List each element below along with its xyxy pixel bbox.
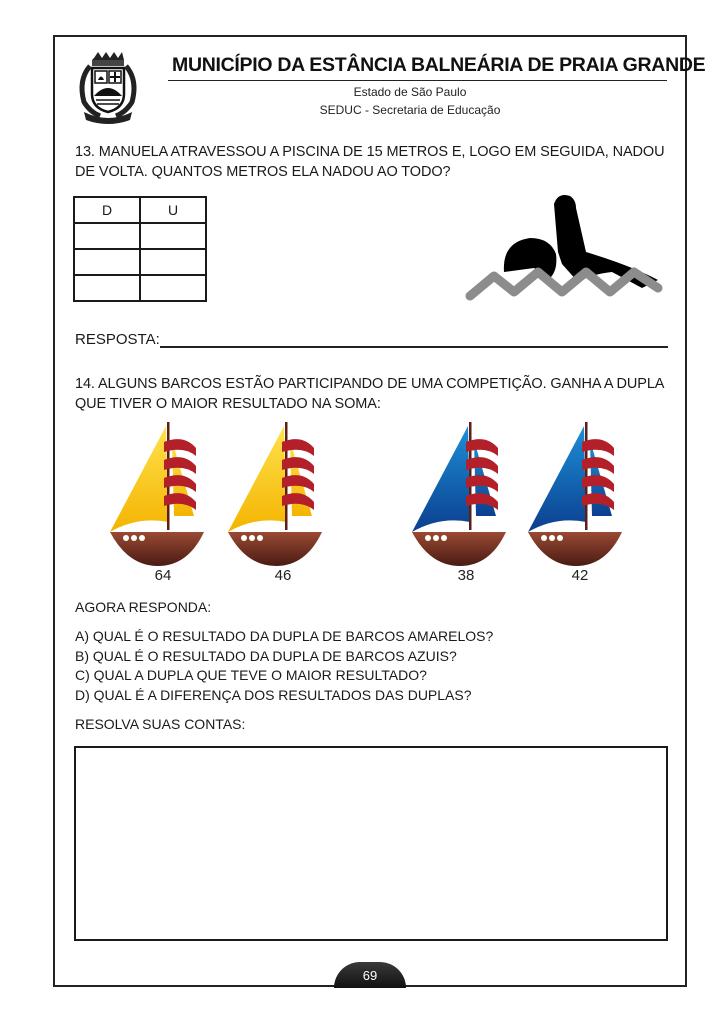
yellow-boat-icon bbox=[226, 420, 326, 570]
sub-question-c: C) QUAL A DUPLA QUE TEVE O MAIOR RESULTADO? bbox=[75, 667, 427, 683]
place-value-table bbox=[73, 196, 207, 302]
table-cell[interactable] bbox=[140, 223, 206, 249]
boat-value-label: 46 bbox=[274, 567, 292, 584]
boat-value-label: 42 bbox=[571, 567, 589, 584]
units-header: U bbox=[140, 197, 206, 223]
sub-question-b: B) QUAL É O RESULTADO DA DUPLA DE BARCOS AZUIS? bbox=[75, 647, 457, 664]
question-13-text: 13. MANUELA ATRAVESSOU A PISCINA DE 15 METROS E, LOGO EM SEGUIDA, NADOU DE VOLTA. QUANTOS METROS ELA NADOU AO TODO? bbox=[75, 144, 665, 180]
municipality-title: MUNICÍPIO DA ESTÂNCIA BALNEÁRIA DE PRAIA GRANDE bbox=[172, 54, 706, 76]
table-cell[interactable] bbox=[140, 249, 206, 275]
sub-question-a: A) QUAL É O RESULTADO DA DUPLA DE BARCOS AMARELOS? bbox=[75, 628, 494, 644]
tens-header: D bbox=[74, 197, 140, 223]
table-cell[interactable] bbox=[74, 275, 140, 301]
boat-value-label: 64 bbox=[154, 567, 172, 584]
blue-boat-icon bbox=[526, 420, 626, 570]
table-cell[interactable] bbox=[140, 275, 206, 301]
header-divider bbox=[168, 80, 667, 81]
sub-question-list bbox=[75, 627, 493, 705]
sub-question-d: D) QUAL É A DIFERENÇA DOS RESULTADOS DAS DUPLAS? bbox=[75, 686, 472, 703]
page-number: 69 bbox=[334, 962, 406, 988]
table-cell[interactable] bbox=[74, 249, 140, 275]
answer-heading: AGORA RESPONDA: bbox=[75, 599, 212, 615]
answer-line[interactable] bbox=[160, 346, 668, 348]
answer-label: RESPOSTA: bbox=[75, 331, 160, 348]
state-name: Estado de São Paulo bbox=[353, 85, 467, 99]
boat-value-label: 38 bbox=[457, 567, 475, 584]
department-name: SEDUC - Secretaria de Educação bbox=[319, 103, 501, 117]
blue-boat-icon bbox=[410, 420, 510, 570]
question-14-text: 14. ALGUNS BARCOS ESTÃO PARTICIPANDO DE UMA COMPETIÇÃO. GANHA A DUPLA QUE TIVER O MAIOR RESULTADO NA SOMA: bbox=[75, 376, 664, 412]
swimmer-icon bbox=[462, 192, 667, 302]
yellow-boat-icon bbox=[108, 420, 208, 570]
municipal-coat-of-arms-icon bbox=[72, 50, 144, 124]
work-area-box[interactable] bbox=[74, 746, 668, 941]
work-heading: RESOLVA SUAS CONTAS: bbox=[75, 716, 246, 732]
table-cell[interactable] bbox=[74, 223, 140, 249]
